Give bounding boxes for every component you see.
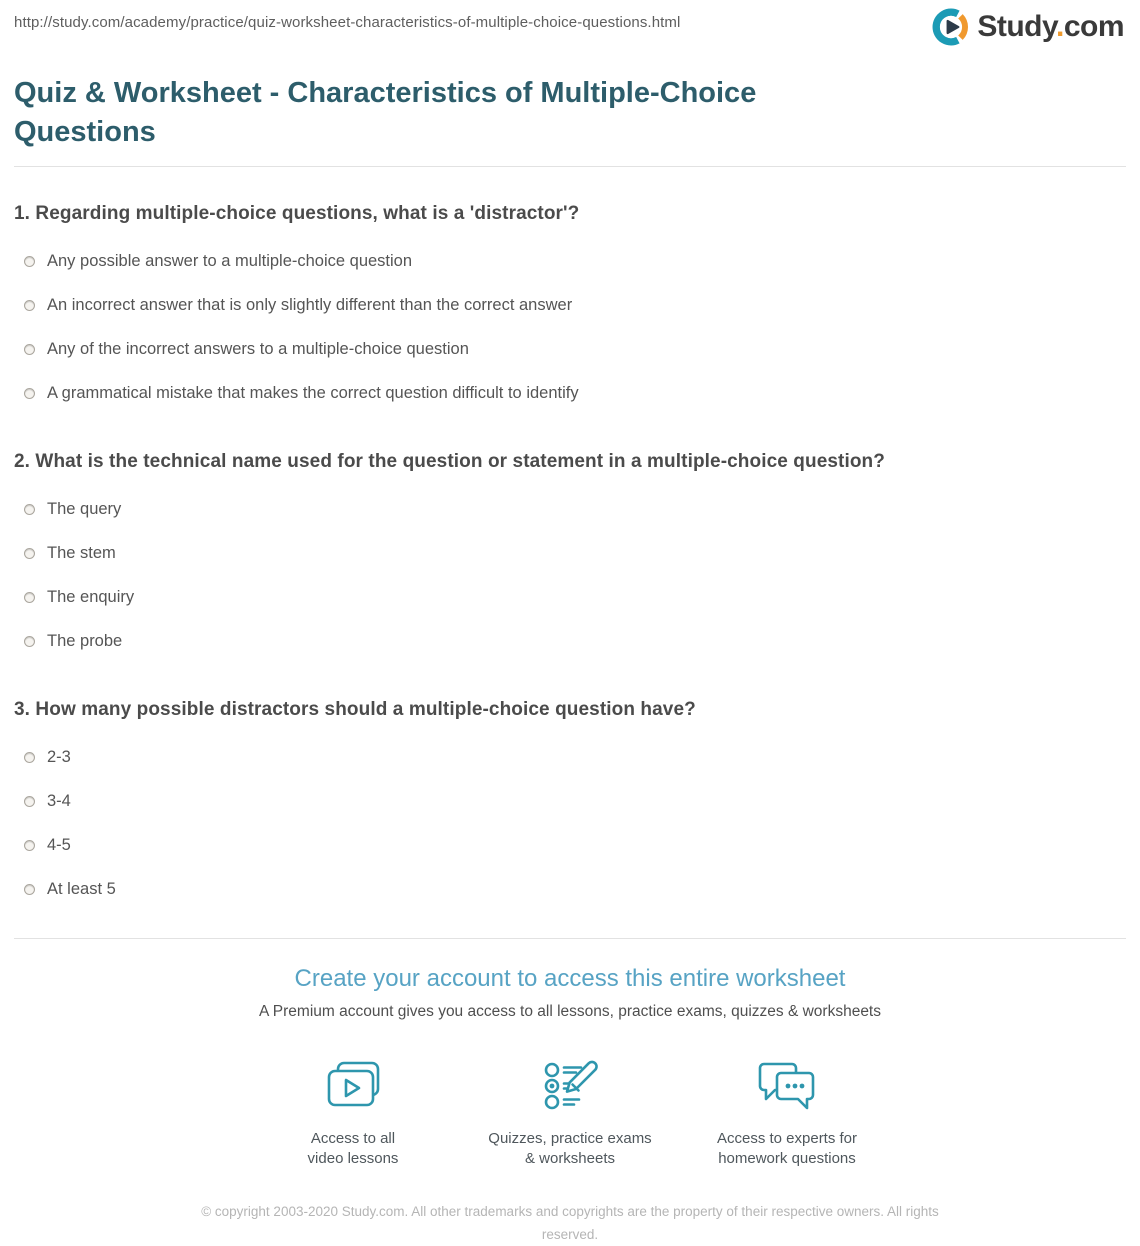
answer-option[interactable] (14, 239, 1126, 283)
feature-list (0, 1057, 1140, 1169)
video-lessons-icon (245, 1057, 462, 1115)
radio-button[interactable] (24, 840, 35, 851)
feature-homework-experts (679, 1057, 896, 1169)
option-label: The probe (47, 631, 123, 650)
answer-option[interactable] (14, 487, 1126, 531)
question-block-2 (14, 451, 1126, 663)
radio-button[interactable] (24, 300, 35, 311)
option-label: The enquiry (47, 587, 135, 606)
divider-top (14, 166, 1126, 167)
option-label: At least 5 (47, 879, 116, 898)
option-label: The query (47, 499, 122, 518)
divider-bottom (14, 938, 1126, 939)
page-title: Quiz & Worksheet - Characteristics of Multiple-Choice Questions (14, 77, 757, 149)
radio-button[interactable] (24, 592, 35, 603)
quiz-pencil-icon (462, 1057, 679, 1115)
radio-button[interactable] (24, 636, 35, 647)
cta-subtitle: A Premium account gives you access to all lessons, practice exams, quizzes & worksheets (259, 1003, 881, 1021)
option-label: 3-4 (47, 791, 71, 810)
copyright-text: © copyright 2003-2020 Study.com. All other trademarks and copyrights are the property of their respective owners. All rights reserved. (201, 1204, 939, 1242)
quiz-questions (14, 203, 1126, 911)
answer-option[interactable] (14, 823, 1126, 867)
question-block-1 (14, 203, 1126, 415)
question-title: 1. Regarding multiple-choice questions, what is a 'distractor'? (14, 203, 580, 225)
option-label: 4-5 (47, 835, 71, 854)
logo-text: Study.com (977, 10, 1124, 43)
radio-button[interactable] (24, 752, 35, 763)
radio-button[interactable] (24, 884, 35, 895)
play-circle-icon (932, 8, 970, 46)
feature-label: Quizzes, practice exams & worksheets (488, 1130, 652, 1168)
option-label: A grammatical mistake that makes the correct question difficult to identify (47, 383, 579, 402)
question-title: 3. How many possible distractors should a multiple-choice question have? (14, 699, 696, 721)
study-logo[interactable] (932, 8, 1124, 46)
answer-option[interactable] (14, 371, 1126, 415)
answer-option[interactable] (14, 327, 1126, 371)
radio-button[interactable] (24, 548, 35, 559)
page-url: http://study.com/academy/practice/quiz-worksheet-characteristics-of-multiple-choice-questions.html (14, 14, 681, 31)
radio-button[interactable] (24, 504, 35, 515)
top-bar (0, 0, 1140, 46)
cta-section (0, 965, 1140, 1246)
answer-option[interactable] (14, 619, 1126, 663)
answer-option[interactable] (14, 283, 1126, 327)
cta-title: Create your account to access this entire worksheet (294, 965, 846, 993)
answer-option[interactable] (14, 531, 1126, 575)
answer-option[interactable] (14, 735, 1126, 779)
radio-button[interactable] (24, 796, 35, 807)
answer-option[interactable] (14, 867, 1126, 911)
feature-label: Access to experts for homework questions (716, 1130, 858, 1168)
option-label: The stem (47, 543, 116, 562)
feature-quizzes-worksheets (462, 1057, 679, 1169)
option-label: Any possible answer to a multiple-choice question (47, 251, 413, 270)
radio-button[interactable] (24, 344, 35, 355)
radio-button[interactable] (24, 388, 35, 399)
question-block-3 (14, 699, 1126, 911)
chat-bubbles-icon (679, 1057, 896, 1115)
answer-option[interactable] (14, 575, 1126, 619)
answer-option[interactable] (14, 779, 1126, 823)
feature-video-lessons (245, 1057, 462, 1169)
question-title: 2. What is the technical name used for the question or statement in a multiple-choice question? (14, 451, 885, 473)
option-label: 2-3 (47, 747, 71, 766)
radio-button[interactable] (24, 256, 35, 267)
option-label: An incorrect answer that is only slightly different than the correct answer (47, 295, 573, 314)
feature-label: Access to all video lessons (307, 1130, 399, 1168)
option-label: Any of the incorrect answers to a multiple-choice question (47, 339, 469, 358)
